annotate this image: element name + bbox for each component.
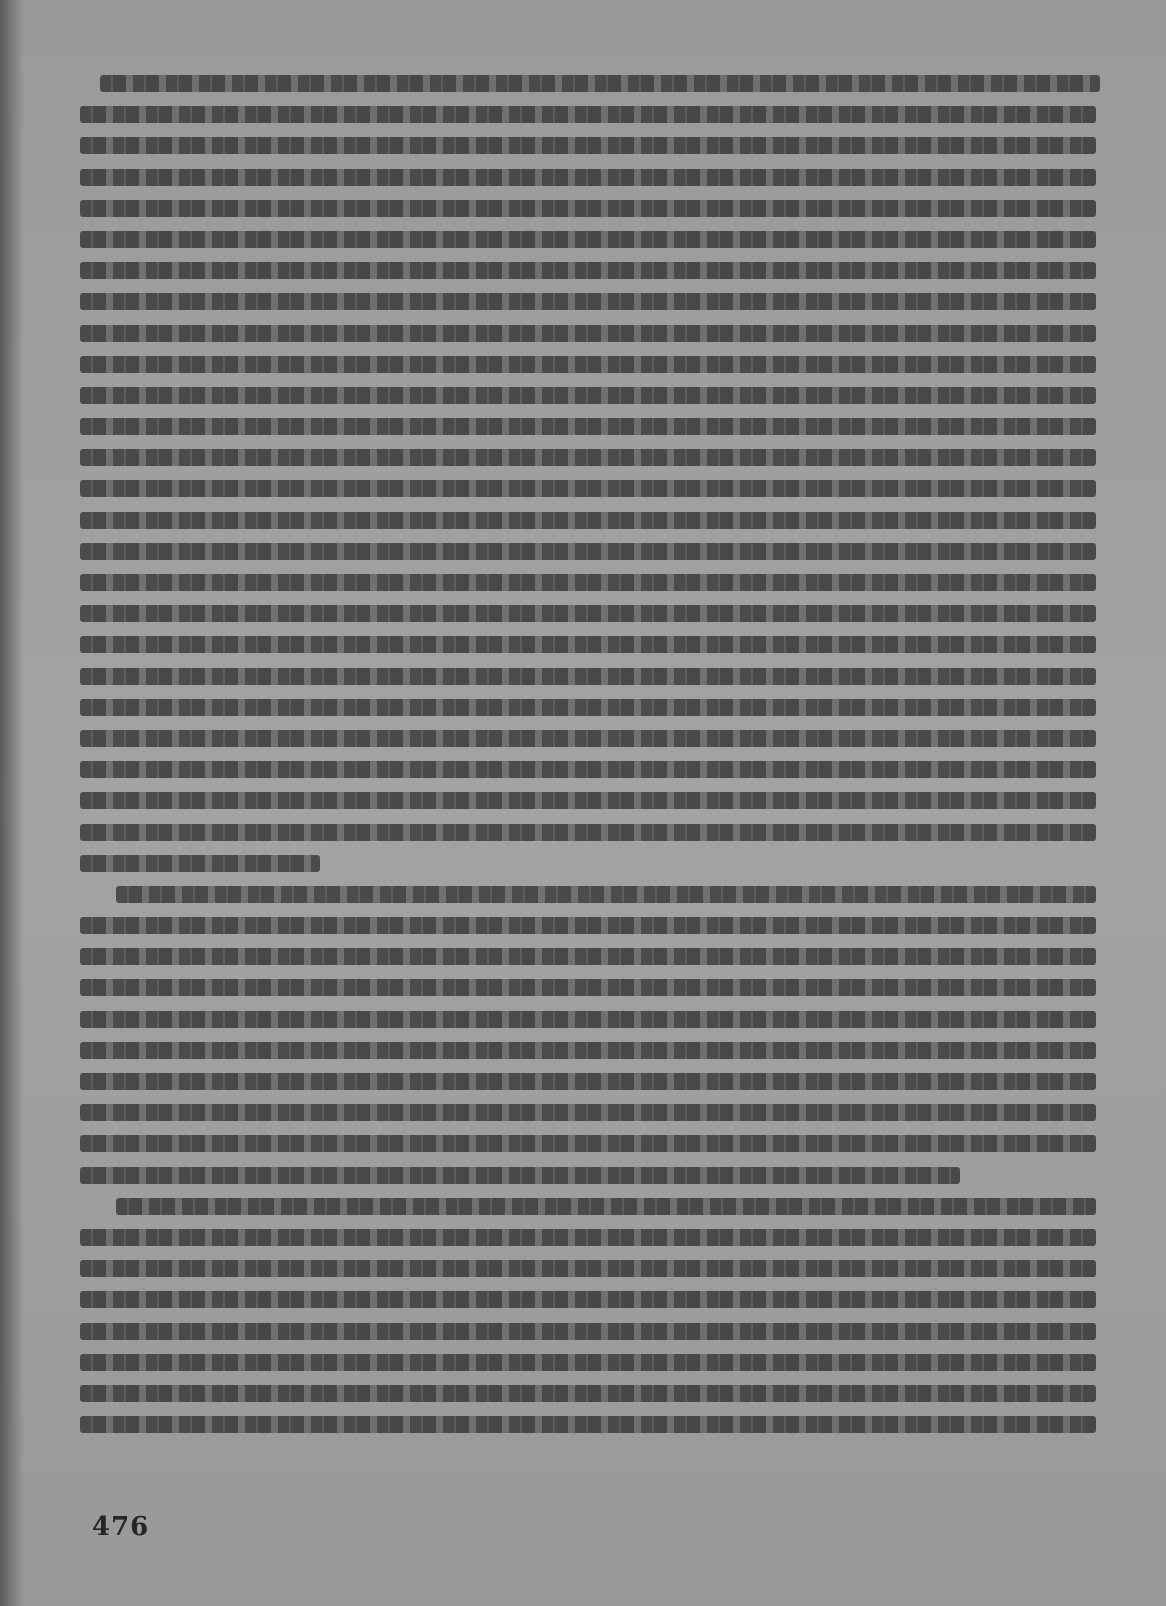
text-line: [80, 325, 1096, 342]
text-line: [80, 231, 1096, 248]
text-line: [80, 200, 1096, 217]
text-line: [80, 356, 1096, 373]
text-line: [80, 1104, 1096, 1121]
text-line: [80, 137, 1096, 154]
text-line: [80, 262, 1096, 279]
text-line: [80, 636, 1096, 653]
text-line: [80, 1416, 1096, 1433]
text-line: [80, 917, 1096, 934]
text-line: [80, 1167, 960, 1184]
text-line: [80, 1323, 1096, 1340]
text-line: [80, 855, 320, 872]
text-line: [80, 1385, 1096, 1402]
paragraph-2: [80, 886, 1100, 1184]
text-line: [80, 668, 1096, 685]
text-line: [80, 979, 1096, 996]
text-line: [80, 1260, 1096, 1277]
text-block: [80, 68, 1100, 1447]
text-line: [80, 449, 1096, 466]
text-line: [80, 1011, 1096, 1028]
text-line: [80, 574, 1096, 591]
text-line: [80, 761, 1096, 778]
text-line: [80, 169, 1096, 186]
text-line: [80, 948, 1096, 965]
text-line: [80, 106, 1096, 123]
text-line: [80, 293, 1096, 310]
text-line: [80, 543, 1096, 560]
paragraph-1: [80, 75, 1100, 872]
text-line: [80, 730, 1096, 747]
text-line: [80, 1354, 1096, 1371]
text-line: [80, 1229, 1096, 1246]
text-line: [80, 480, 1096, 497]
paragraph-3: [80, 1198, 1100, 1433]
text-line: [80, 1073, 1096, 1090]
page-number: 476: [92, 1512, 150, 1542]
text-line: [80, 824, 1096, 841]
text-line: [80, 387, 1096, 404]
text-line: [116, 886, 1096, 903]
text-line: [80, 605, 1096, 622]
text-line: [100, 75, 1100, 92]
text-line: [80, 1135, 1096, 1152]
text-line: [116, 1198, 1096, 1215]
text-line: [80, 512, 1096, 529]
text-line: [80, 792, 1096, 809]
text-line: [80, 1042, 1096, 1059]
text-line: [80, 418, 1096, 435]
text-line: [80, 1291, 1096, 1308]
text-line: [80, 699, 1096, 716]
